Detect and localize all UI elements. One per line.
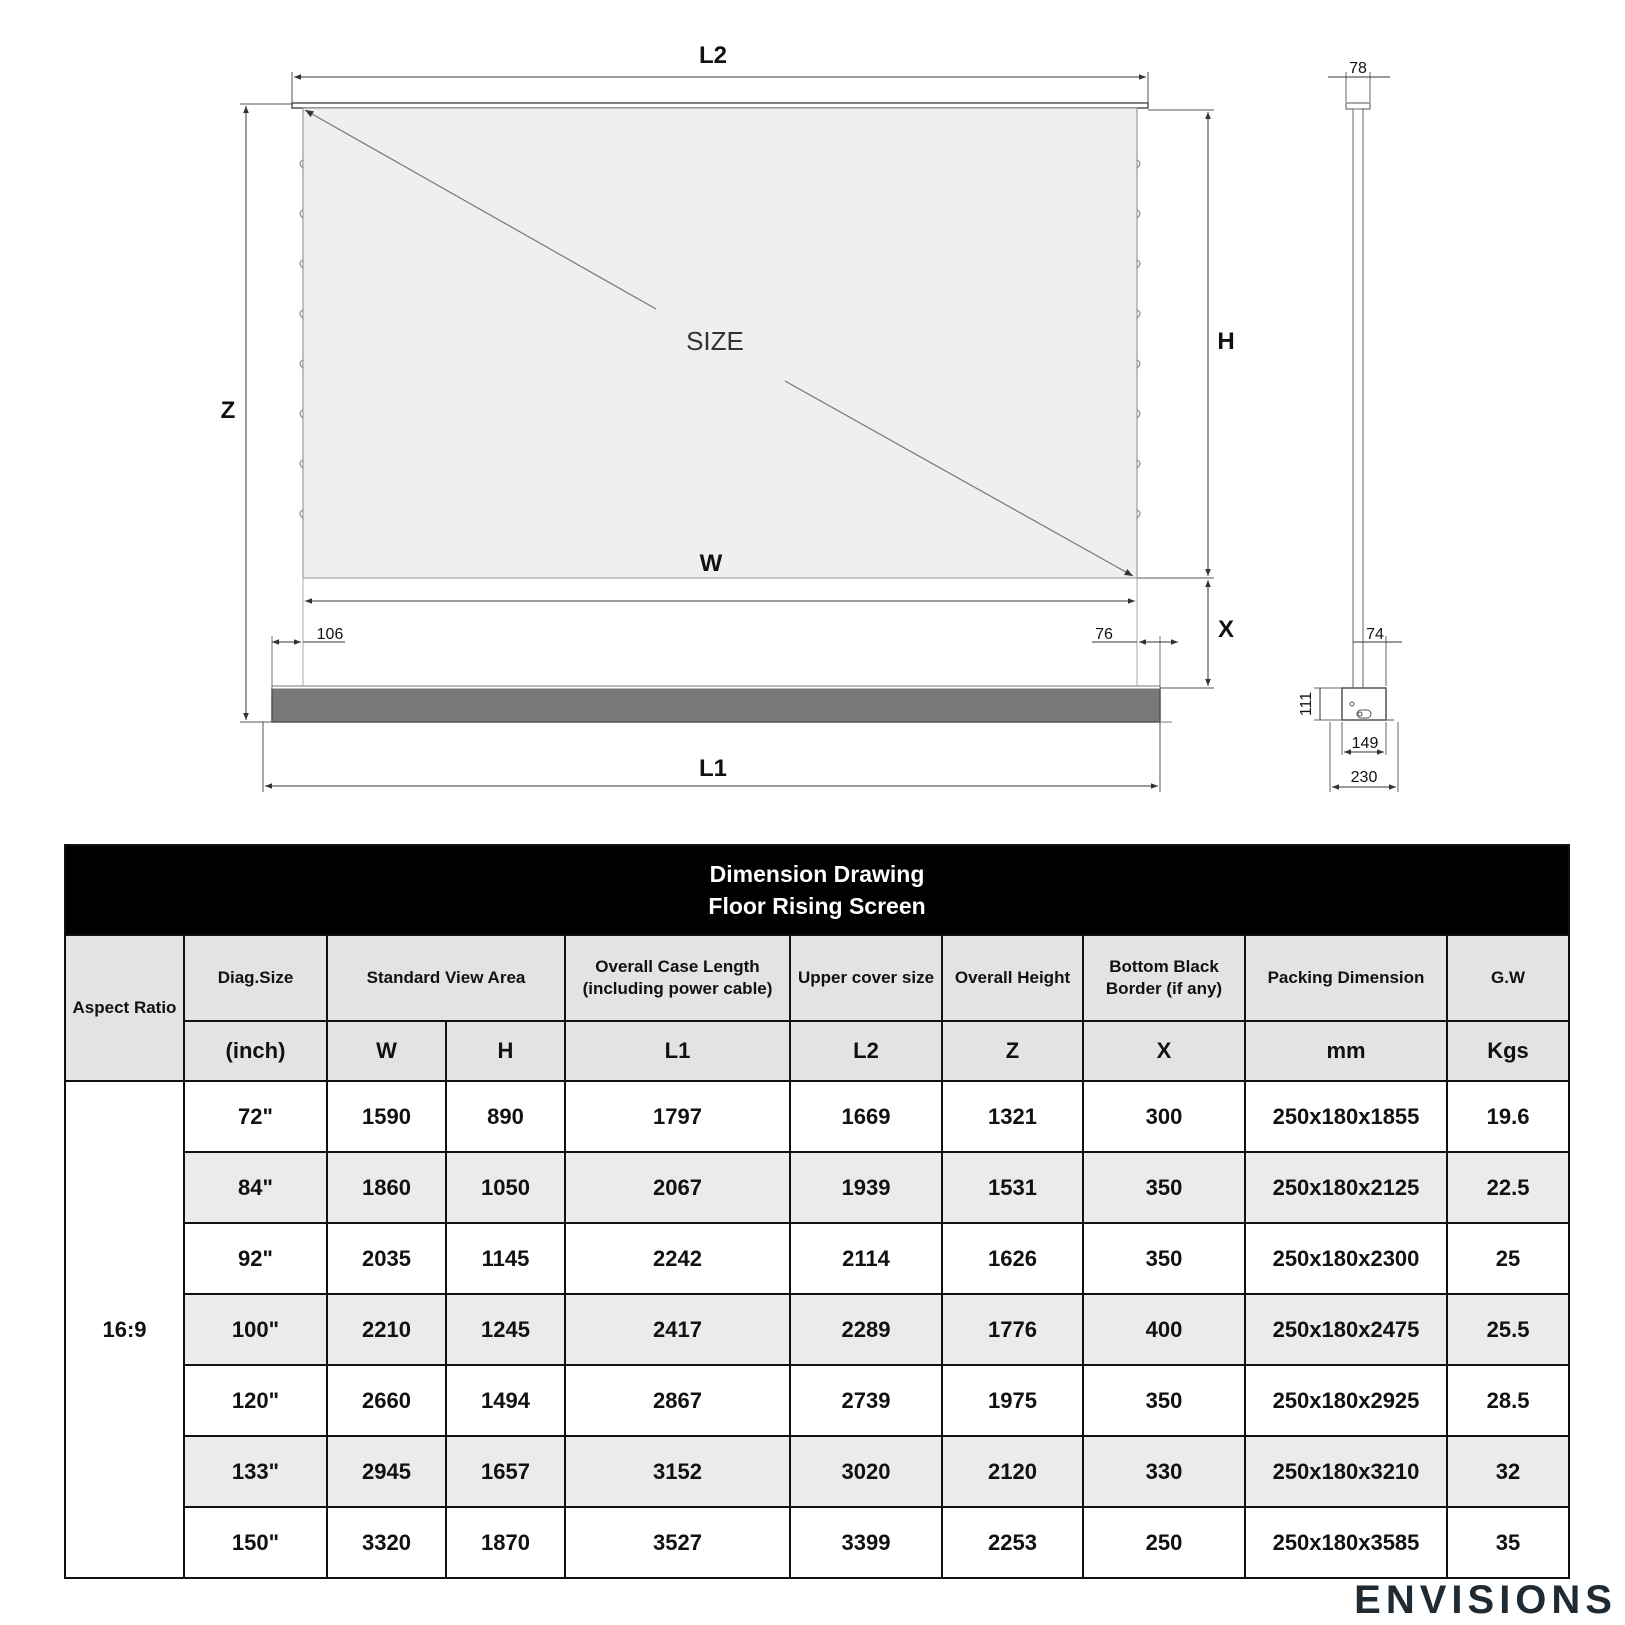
cell: 250 — [1083, 1507, 1245, 1578]
side-view — [1336, 103, 1394, 720]
cell: 3399 — [790, 1507, 942, 1578]
brand-logo: ENVISIONS — [1354, 1578, 1617, 1622]
cell: 1776 — [942, 1294, 1083, 1365]
w-label: W — [699, 550, 723, 577]
cell: 100" — [184, 1294, 327, 1365]
cell: 330 — [1083, 1436, 1245, 1507]
cell: 890 — [446, 1081, 565, 1152]
table-row — [65, 1081, 1569, 1152]
cell: 22.5 — [1447, 1152, 1569, 1223]
side-height-dim: 111 — [1298, 691, 1315, 717]
cell: 1975 — [942, 1365, 1083, 1436]
cell: 1669 — [790, 1081, 942, 1152]
unit-l2: L2 — [790, 1021, 942, 1081]
right-offset-dim: 76 — [1095, 626, 1113, 643]
cell: 3527 — [565, 1507, 790, 1578]
dimension-table — [64, 844, 1570, 1579]
cell: 25 — [1447, 1223, 1569, 1294]
cell: 1494 — [446, 1365, 565, 1436]
unit-inch: (inch) — [184, 1021, 327, 1081]
cell: 3320 — [327, 1507, 446, 1578]
aspect-ratio-cell: 16:9 — [65, 1081, 184, 1578]
cell: 250x180x2300 — [1245, 1223, 1447, 1294]
cell: 19.6 — [1447, 1081, 1569, 1152]
header-bottom-border: Bottom Black Border (if any) — [1083, 935, 1245, 1021]
cell: 2660 — [327, 1365, 446, 1436]
cell: 1870 — [446, 1507, 565, 1578]
side-top-dim: 78 — [1349, 60, 1367, 77]
cell: 1626 — [942, 1223, 1083, 1294]
h-label: H — [1217, 328, 1235, 355]
header-overall-height: Overall Height — [942, 935, 1083, 1021]
cell: 2067 — [565, 1152, 790, 1223]
header-diag-size: Diag.Size — [184, 935, 327, 1021]
table-title — [65, 845, 1569, 935]
cell: 1939 — [790, 1152, 942, 1223]
unit-w: W — [327, 1021, 446, 1081]
left-offset-dim: 106 — [316, 626, 344, 643]
z-label: Z — [220, 397, 236, 424]
unit-kgs: Kgs — [1447, 1021, 1569, 1081]
header-aspect-ratio: Aspect Ratio — [65, 935, 184, 1081]
cell: 1657 — [446, 1436, 565, 1507]
cell: 2867 — [565, 1365, 790, 1436]
cell: 1050 — [446, 1152, 565, 1223]
cell: 2114 — [790, 1223, 942, 1294]
cell: 2242 — [565, 1223, 790, 1294]
table-title-line2: Floor Rising Screen — [708, 893, 926, 919]
header-view-area: Standard View Area — [327, 935, 565, 1021]
unit-h: H — [446, 1021, 565, 1081]
unit-l1: L1 — [565, 1021, 790, 1081]
unit-z: Z — [942, 1021, 1083, 1081]
cell: 32 — [1447, 1436, 1569, 1507]
header-upper-cover: Upper cover size — [790, 935, 942, 1021]
cell: 72" — [184, 1081, 327, 1152]
cell: 250x180x2925 — [1245, 1365, 1447, 1436]
upper-cover — [292, 103, 1148, 108]
l1-label: L1 — [698, 755, 728, 782]
screen-case — [272, 688, 1160, 722]
cell: 2253 — [942, 1507, 1083, 1578]
table-row — [65, 1223, 1569, 1294]
cell: 120" — [184, 1365, 327, 1436]
side-mid-dim: 74 — [1366, 626, 1384, 643]
cell: 350 — [1083, 1152, 1245, 1223]
cell: 1590 — [327, 1081, 446, 1152]
cell: 1531 — [942, 1152, 1083, 1223]
cell: 1860 — [327, 1152, 446, 1223]
cell: 1245 — [446, 1294, 565, 1365]
cell: 2120 — [942, 1436, 1083, 1507]
table-row — [65, 1152, 1569, 1223]
cell: 300 — [1083, 1081, 1245, 1152]
side-outer-dim: 230 — [1350, 769, 1378, 786]
cell: 250x180x3585 — [1245, 1507, 1447, 1578]
cell: 350 — [1083, 1365, 1245, 1436]
cell: 3020 — [790, 1436, 942, 1507]
side-inner-dim: 149 — [1351, 735, 1379, 752]
cell: 1321 — [942, 1081, 1083, 1152]
cell: 1797 — [565, 1081, 790, 1152]
cell: 92" — [184, 1223, 327, 1294]
table-row — [65, 1436, 1569, 1507]
cell: 133" — [184, 1436, 327, 1507]
l2-label: L2 — [698, 42, 728, 69]
unit-mm: mm — [1245, 1021, 1447, 1081]
cell: 2739 — [790, 1365, 942, 1436]
cell: 350 — [1083, 1223, 1245, 1294]
cell: 250x180x2125 — [1245, 1152, 1447, 1223]
cell: 25.5 — [1447, 1294, 1569, 1365]
cell: 250x180x2475 — [1245, 1294, 1447, 1365]
table-row — [65, 1507, 1569, 1578]
cell: 250x180x3210 — [1245, 1436, 1447, 1507]
size-label: SIZE — [686, 326, 744, 356]
cell: 250x180x1855 — [1245, 1081, 1447, 1152]
cell: 84" — [184, 1152, 327, 1223]
cell: 3152 — [565, 1436, 790, 1507]
cell: 150" — [184, 1507, 327, 1578]
cell: 2289 — [790, 1294, 942, 1365]
header-case-length: Overall Case Length (including power cable) — [565, 935, 790, 1021]
cell: 28.5 — [1447, 1365, 1569, 1436]
table-title-line1: Dimension Drawing — [709, 861, 925, 887]
cell: 2210 — [327, 1294, 446, 1365]
cell: 400 — [1083, 1294, 1245, 1365]
table-row — [65, 1294, 1569, 1365]
x-label: X — [1217, 616, 1235, 643]
cell: 1145 — [446, 1223, 565, 1294]
unit-x: X — [1083, 1021, 1245, 1081]
cell: 2417 — [565, 1294, 790, 1365]
table-row — [65, 1365, 1569, 1436]
header-gw: G.W — [1447, 935, 1569, 1021]
header-packing: Packing Dimension — [1245, 935, 1447, 1021]
cell: 2945 — [327, 1436, 446, 1507]
cell: 2035 — [327, 1223, 446, 1294]
cell: 35 — [1447, 1507, 1569, 1578]
